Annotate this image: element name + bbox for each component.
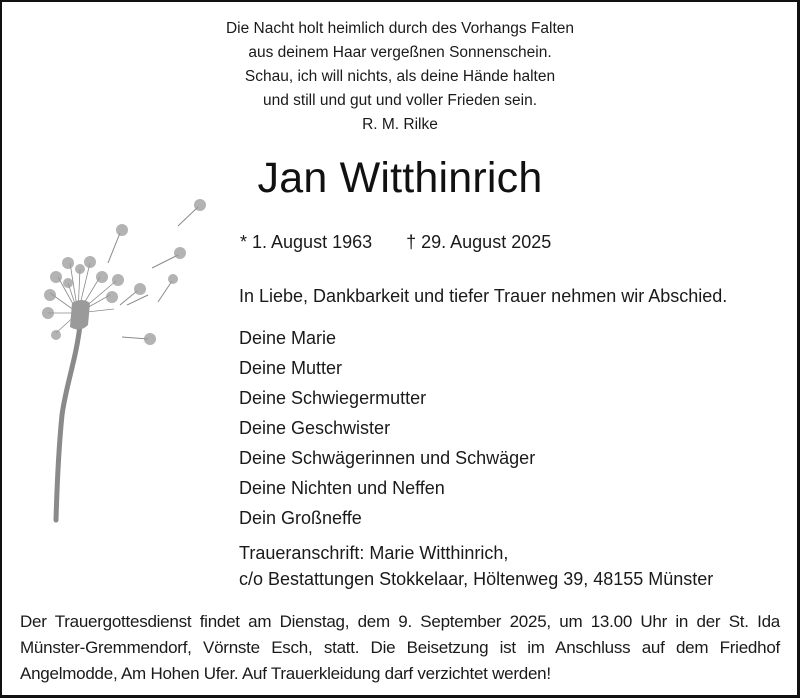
- dandelion-icon: [30, 185, 220, 525]
- life-dates: [240, 229, 551, 255]
- address-line: Traueranschrift: Marie Witthinrich,: [239, 543, 509, 563]
- poem-line: Die Nacht holt heimlich durch des Vorhangs Falten: [225, 20, 575, 37]
- birth-date: * 1. August 1963: [240, 232, 373, 252]
- deceased-name: Jan Witthinrich: [257, 154, 543, 202]
- mourner: Deine Geschwister: [239, 418, 391, 438]
- poem-line: aus deinem Haar vergeßnen Sonnenschein.: [248, 44, 552, 61]
- funeral-service-info: Der Trauergottesdienst findet am Dienstag, dem 9. September 2025, um 13.00 Uhr in der St. Ida Münster-Gremmendorf, Vörnste Esch, statt. Die Beisetzung ist im Anschluss auf dem Friedhof Angelmodde, Am Hohen Ufer. Auf Trauerkleidung darf verzichtet werden!: [20, 612, 780, 683]
- death-date: † 29. August 2025: [406, 232, 552, 252]
- mourner: Deine Nichten und Neffen: [239, 478, 445, 498]
- poem: [0, 17, 800, 137]
- mourner: Deine Schwägerinnen und Schwäger: [239, 448, 536, 468]
- mourning-address: [239, 540, 713, 592]
- poem-line: Schau, ich will nichts, als deine Hände halten: [244, 68, 556, 85]
- farewell-statement: In Liebe, Dankbarkeit und tiefer Trauer nehmen wir Abschied.: [239, 286, 728, 306]
- mourner: Deine Marie: [239, 328, 337, 348]
- mourners-list: [239, 323, 535, 533]
- mourner: Deine Schwiegermutter: [239, 388, 427, 408]
- mourner: Deine Mutter: [239, 358, 343, 378]
- poem-author: R. M. Rilke: [362, 116, 438, 133]
- poem-line: und still und gut und voller Frieden sein.: [263, 92, 537, 109]
- address-line: c/o Bestattungen Stokkelaar, Höltenweg 39, 48155 Münster: [239, 569, 714, 589]
- mourner: Dein Großneffe: [239, 508, 362, 528]
